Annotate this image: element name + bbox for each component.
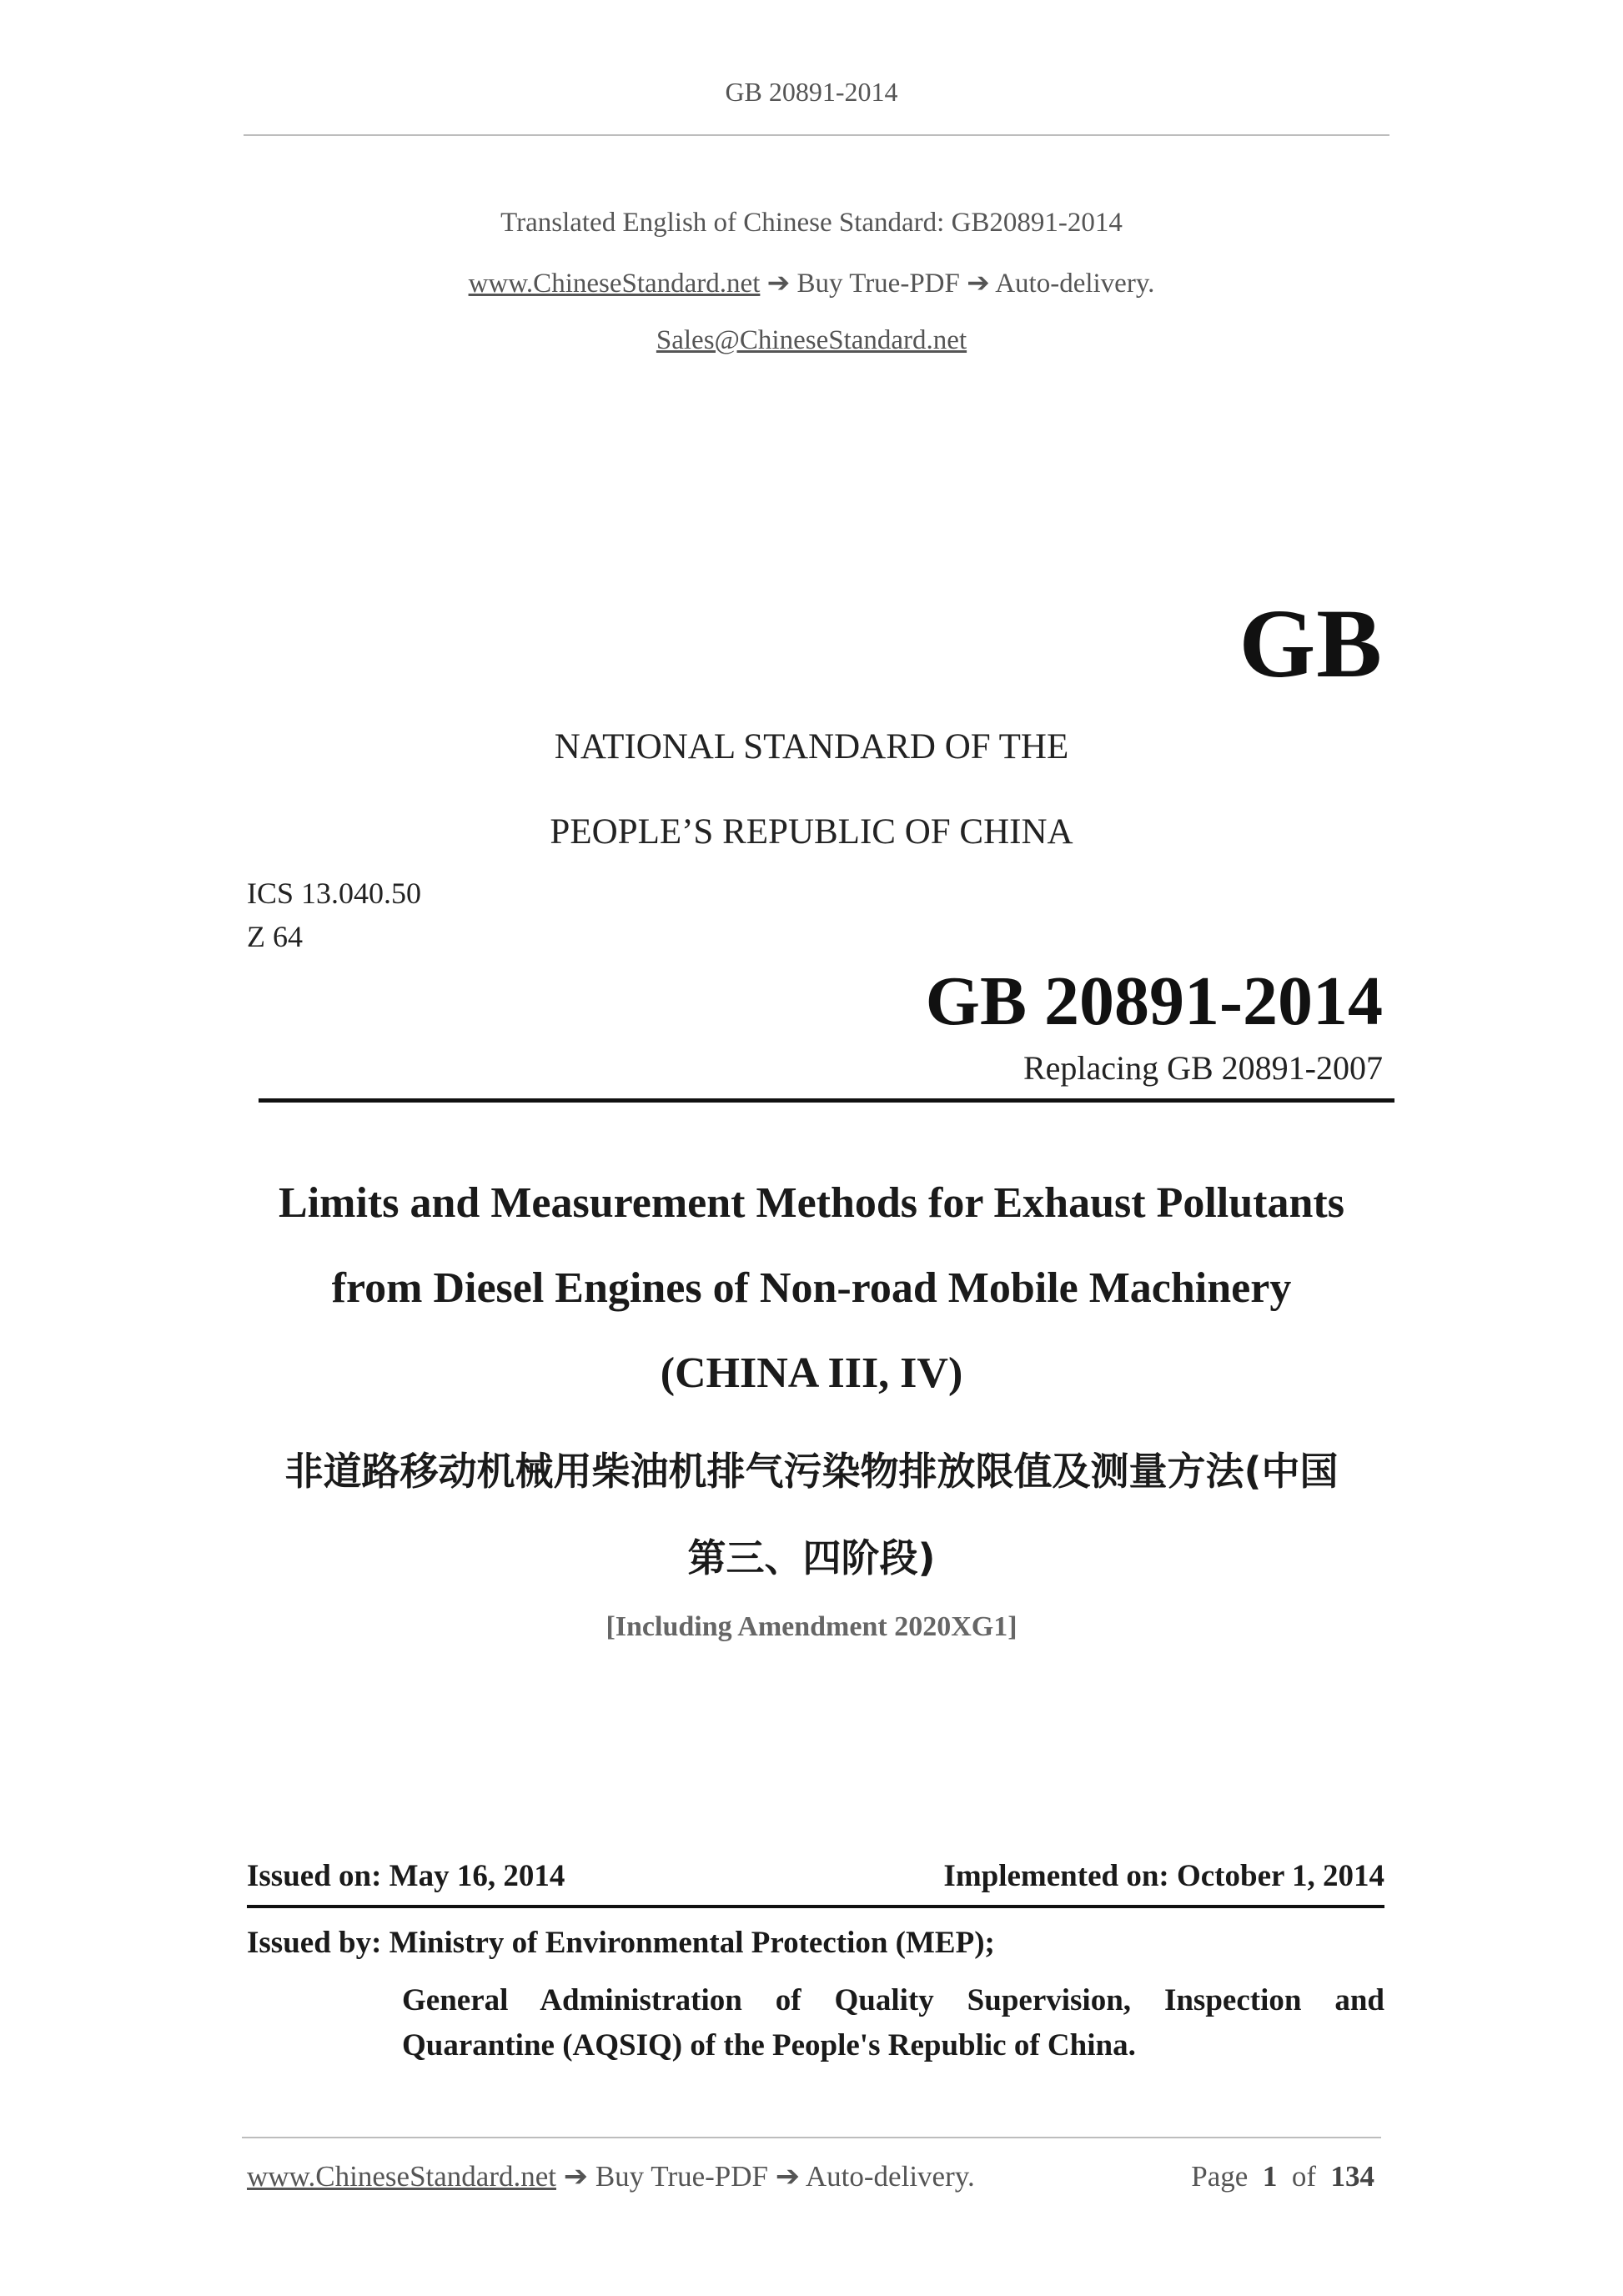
arrow-right-icon: ➔ xyxy=(766,269,791,299)
replacing-standard: Replacing GB 20891-2007 xyxy=(1023,1049,1383,1087)
page-indicator xyxy=(1191,2160,1374,2193)
arrow-right-icon: ➔ xyxy=(563,2160,589,2193)
translation-notice: Translated English of Chinese Standard: GB20891-2014 xyxy=(500,208,1123,238)
issued-by: Issued by: Ministry of Environmental Protection (MEP); xyxy=(247,1926,995,1960)
national-standard-line-2: PEOPLE’S REPUBLIC OF CHINA xyxy=(550,812,1073,852)
implemented-on-date: Implemented on: October 1, 2014 xyxy=(943,1859,1384,1893)
header-divider xyxy=(244,134,1389,136)
issued-on-date: Issued on: May 16, 2014 xyxy=(247,1859,565,1893)
title-cn-line-1: 非道路移动机械用柴油机排气污染物排放限值及测量方法(中国 xyxy=(284,1449,1339,1494)
promo-line xyxy=(0,266,1623,299)
second-issuer: General Administration of Quality Supervision, Inspection and Quarantine (AQSIQ) of the People's Republic of China. xyxy=(402,1983,1384,2062)
running-header: GB 20891-2014 xyxy=(725,77,898,107)
footer-buy-label: Buy True-PDF xyxy=(595,2160,768,2193)
title-cn-line-2: 第三、四阶段) xyxy=(687,1535,936,1580)
title-en-line-1: Limits and Measurement Methods for Exhaust Pollutants xyxy=(279,1179,1344,1227)
classification-code: Z 64 xyxy=(247,920,303,953)
standard-number: GB 20891-2014 xyxy=(925,962,1383,1040)
email-link[interactable]: Sales@ChineseStandard.net xyxy=(656,325,967,355)
arrow-right-icon: ➔ xyxy=(967,269,990,299)
page-total: 134 xyxy=(1330,2160,1374,2193)
arrow-right-icon: ➔ xyxy=(775,2160,801,2193)
title-divider xyxy=(259,1098,1394,1103)
amendment-note: [Including Amendment 2020XG1] xyxy=(605,1611,1018,1642)
gb-logo: GB xyxy=(1239,589,1383,698)
issue-divider xyxy=(247,1905,1384,1908)
national-standard-line-1: NATIONAL STANDARD OF THE xyxy=(554,727,1069,766)
email-line xyxy=(0,325,1623,356)
page-number: 1 xyxy=(1262,2160,1278,2193)
page-label: Page xyxy=(1191,2160,1249,2193)
website-link[interactable]: www.ChineseStandard.net xyxy=(468,269,761,299)
title-en-line-3: (CHINA III, IV) xyxy=(660,1349,963,1397)
of-label: of xyxy=(1291,2160,1316,2193)
footer-divider xyxy=(242,2137,1381,2138)
ics-code: ICS 13.040.50 xyxy=(247,877,422,910)
delivery-label: Auto-delivery. xyxy=(995,269,1155,299)
footer-website-link[interactable]: www.ChineseStandard.net xyxy=(247,2160,556,2193)
footer-delivery-label: Auto-delivery. xyxy=(805,2160,975,2193)
title-en-line-2: from Diesel Engines of Non-road Mobile Machinery xyxy=(331,1264,1292,1312)
footer-promo xyxy=(247,2160,975,2193)
buy-label: Buy True-PDF xyxy=(796,269,960,299)
